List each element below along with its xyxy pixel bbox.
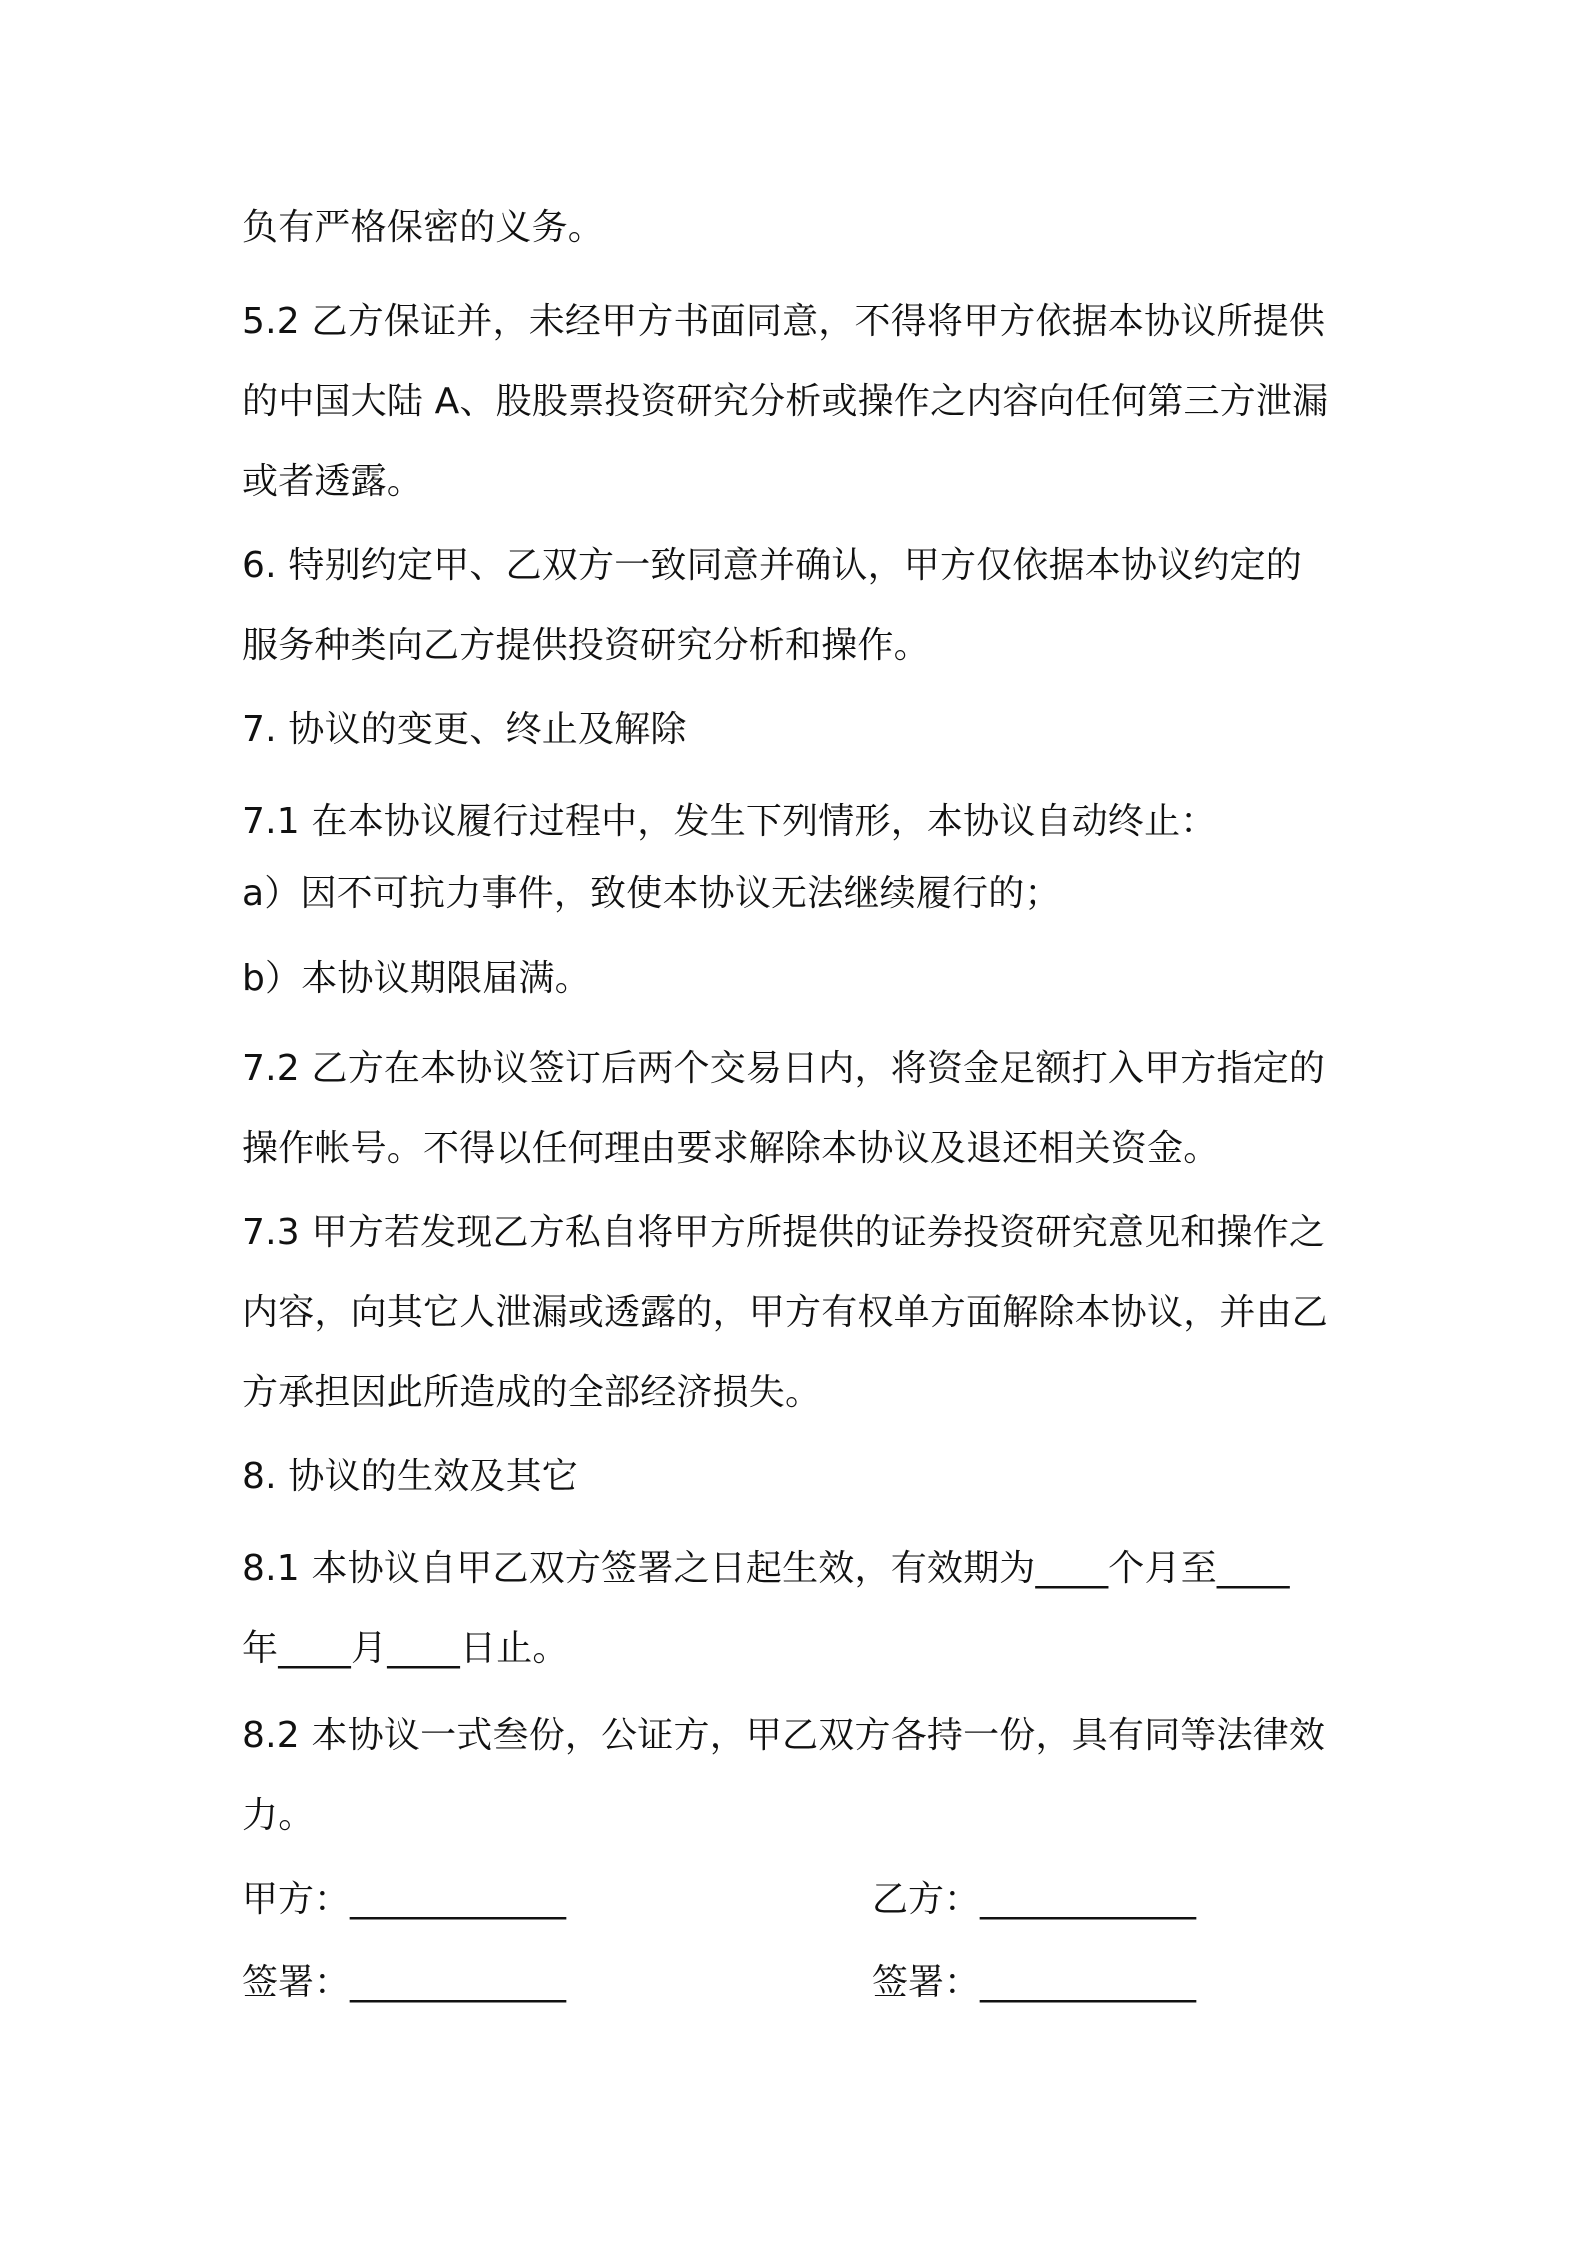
party-a-line: 甲方：____________: [242, 1879, 567, 1920]
text-line: 或者透露。: [242, 461, 424, 502]
text-line: 7.3 甲方若发现乙方私自将甲方所提供的证券投资研究意见和操作之: [242, 1212, 1326, 1253]
text-line: 8.1 本协议自甲乙双方签署之日起生效，有效期为____个月至____: [242, 1548, 1290, 1589]
text-line: 年____月____日止。: [242, 1628, 569, 1669]
text-line: 内容，向其它人泄漏或透露的，甲方有权单方面解除本协议，并由乙: [242, 1292, 1329, 1333]
text-line: 的中国大陆 A、股股票投资研究分析或操作之内容向任何第三方泄漏: [242, 381, 1329, 422]
text-line: 操作帐号。不得以任何理由要求解除本协议及退还相关资金。: [242, 1128, 1220, 1169]
text-line: 7.1 在本协议履行过程中，发生下列情形，本协议自动终止：: [242, 801, 1217, 842]
text-line: 7.2 乙方在本协议签订后两个交易日内，将资金足额打入甲方指定的: [242, 1048, 1326, 1089]
text-line: 服务种类向乙方提供投资研究分析和操作。: [242, 625, 930, 666]
signature-row-sign: [242, 1959, 1362, 2007]
text-line: 负有严格保密的义务。: [242, 207, 605, 248]
text-line: 7. 协议的变更、终止及解除: [242, 709, 687, 750]
signature-row-party: [242, 1876, 1362, 1924]
text-line: 力。: [242, 1795, 315, 1836]
text-line: 8. 协议的生效及其它: [242, 1456, 578, 1497]
text-line: 8.2 本协议一式叁份，公证方，甲乙双方各持一份，具有同等法律效: [242, 1715, 1326, 1756]
text-line: b）本协议期限届满。: [242, 958, 591, 999]
party-b-line: 乙方：____________: [872, 1879, 1197, 1920]
sign-b-line: 签署：____________: [872, 1962, 1197, 2003]
text-line: 方承担因此所造成的全部经济损失。: [242, 1372, 822, 1413]
text-line: 5.2 乙方保证并，未经甲方书面同意，不得将甲方依据本协议所提供: [242, 301, 1326, 342]
text-line: 6. 特别约定甲、乙双方一致同意并确认，甲方仅依据本协议约定的: [242, 545, 1302, 586]
text-line: a）因不可抗力事件，致使本协议无法继续履行的；: [242, 873, 1061, 914]
sign-a-line: 签署：____________: [242, 1962, 567, 2003]
